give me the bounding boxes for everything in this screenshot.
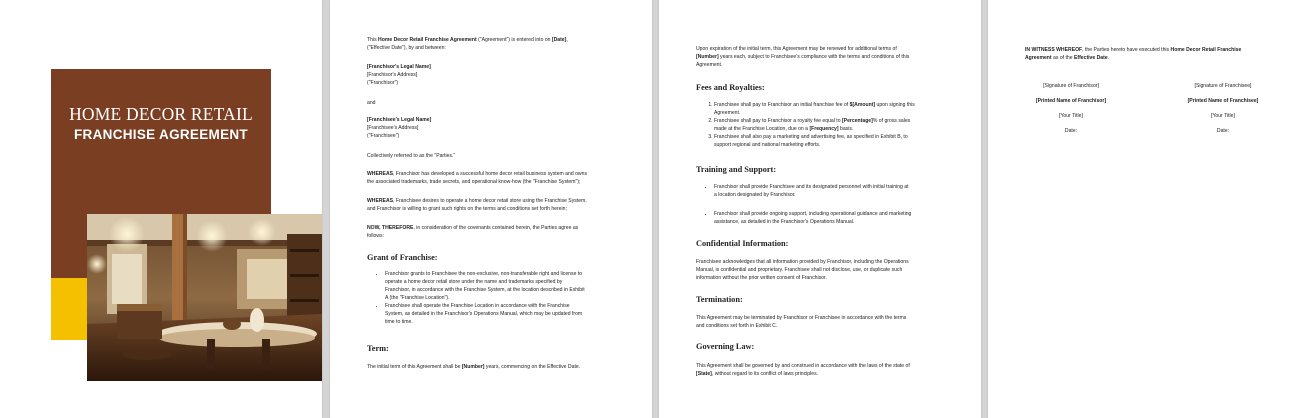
now-therefore: NOW, THEREFORE, in consideration of the covenants contained herein, the Parties agree as follows: bbox=[367, 225, 579, 239]
franchisee-signature: [Signature of Franchisee] bbox=[1194, 83, 1252, 89]
franchisor-signature-block bbox=[1026, 82, 1116, 135]
franchisee-title: [Your Title] bbox=[1211, 113, 1235, 119]
agreement-page-2 bbox=[659, 0, 981, 418]
fees-heading: Fees and Royalties: bbox=[696, 83, 765, 92]
confidential-text: Franchisee acknowledges that all information provided by Franchisor, including the Operations Manual, is confidential and proprietary. Franchisee shall not disclose, use, or duplicate such information without the prior written consent of Franchisor. bbox=[696, 259, 909, 281]
list-item: • Franchisor shall provide Franchisee and its designated personnel with initial training at a location designated by Franchisor. bbox=[714, 183, 976, 199]
term-heading: Term: bbox=[367, 344, 389, 353]
whereas-1: WHEREAS, Franchisor has developed a successful home decor retail business system and owns the associated trademarks, trade secrets, and operational know-how (the "Franchise System"); bbox=[367, 171, 587, 185]
list-item: 3. Franchisee shall also pay a marketing and advertising fee, as specified in Exhibit B, to support regional and national marketing efforts. bbox=[714, 133, 976, 149]
signature-page bbox=[988, 0, 1310, 418]
cover-photo-store-interior bbox=[87, 214, 322, 381]
training-list bbox=[696, 183, 976, 226]
renewal-text: Upon expiration of the initial term, this Agreement may be renewed for additional terms of [Number] years each, subject to Franchisee's compliance with the terms and conditions of this Agreement. bbox=[696, 46, 910, 68]
and-text: and bbox=[367, 100, 376, 106]
confidential-heading: Confidential Information: bbox=[696, 239, 789, 248]
cover-brown-block bbox=[51, 69, 271, 217]
cover-title-line2: FRANCHISE AGREEMENT bbox=[74, 127, 248, 142]
list-item: • Franchisor shall provide ongoing support, including operational guidance and marketing assistance, as detailed in the Franchisor's Operations Manual. bbox=[714, 210, 976, 226]
cover-page bbox=[0, 0, 322, 418]
termination-heading: Termination: bbox=[696, 295, 743, 304]
franchisee-date: Date: bbox=[1216, 128, 1230, 134]
grant-list bbox=[367, 270, 647, 326]
witness-paragraph: IN WITNESS WHEREOF, the Parties hereto have executed this Home Decor Retail Franchise Agreement as of the Effective Date. bbox=[1025, 47, 1242, 61]
termination-text: This Agreement may be terminated by Franchisor or Franchisee in accordance with the terms and conditions set forth in Exhibit C. bbox=[696, 315, 907, 329]
franchisor-title: [Your Title] bbox=[1059, 113, 1083, 119]
collectively-text: Collectively referred to as the "Parties." bbox=[367, 153, 456, 159]
fees-list bbox=[696, 101, 976, 149]
agreement-page-1 bbox=[330, 0, 652, 418]
list-item: • Franchisee shall operate the Franchise Location in accordance with the Franchise System, as detailed in the Franchisor's Operations Manual, which may be updated from time to time. bbox=[385, 302, 647, 326]
grant-heading: Grant of Franchise: bbox=[367, 253, 438, 262]
franchisor-date: Date: bbox=[1064, 128, 1078, 134]
franchisee-printed-name: [Printed Name of Franchisee] bbox=[1187, 98, 1259, 104]
franchisor-block: [Franchisor's Legal Name] [Franchisor's Address] ("Franchisor") bbox=[367, 64, 431, 86]
franchisee-signature-block bbox=[1178, 82, 1268, 135]
term-text: The initial term of this Agreement shall be [Number] years, commencing on the Effective Date. bbox=[367, 364, 581, 370]
franchisor-printed-name: [Printed Name of Franchisor] bbox=[1035, 98, 1107, 104]
franchisor-signature: [Signature of Franchisor] bbox=[1043, 83, 1099, 89]
list-item: 1. Franchisee shall pay to Franchisor an initial franchise fee of $[Amount] upon signing this Agreement. bbox=[714, 101, 976, 117]
cover-brown-strip bbox=[51, 217, 87, 278]
training-heading: Training and Support: bbox=[696, 165, 777, 174]
whereas-2: WHEREAS, Franchisee desires to operate a home decor retail store using the Franchise System, and Franchisor is willing to grant such rights on the terms and conditions set forth herein; bbox=[367, 198, 587, 212]
list-item: 2. Franchisee shall pay to Franchisor a royalty fee equal to [Percentage]% of gross sales made at the Franchise Location, due on a [Frequency] basis. bbox=[714, 117, 976, 133]
cover-yellow-accent bbox=[51, 278, 87, 340]
list-item: • Franchisor grants to Franchisee the non-exclusive, non-transferable right and license to operate a home decor retail store under the name and trademarks specified by Franchisor, in accordance with the Franchise System, at the location described in Exhibit A (the "Franchise Location"). bbox=[385, 270, 647, 302]
governing-law-heading: Governing Law: bbox=[696, 342, 755, 351]
governing-law-text: This Agreement shall be governed by and construed in accordance with the laws of the state of [State], without regard to its conflict of laws principles. bbox=[696, 363, 910, 377]
franchisee-block: [Franchisee's Legal Name] [Franchisee's Address] ("Franchisee") bbox=[367, 117, 432, 139]
intro-paragraph: This Home Decor Retail Franchise Agreement ("Agreement") is entered into on [Date], ("Effective Date"), by and between: bbox=[367, 37, 568, 51]
cover-title-line1: HOME DECOR RETAIL bbox=[69, 104, 253, 124]
